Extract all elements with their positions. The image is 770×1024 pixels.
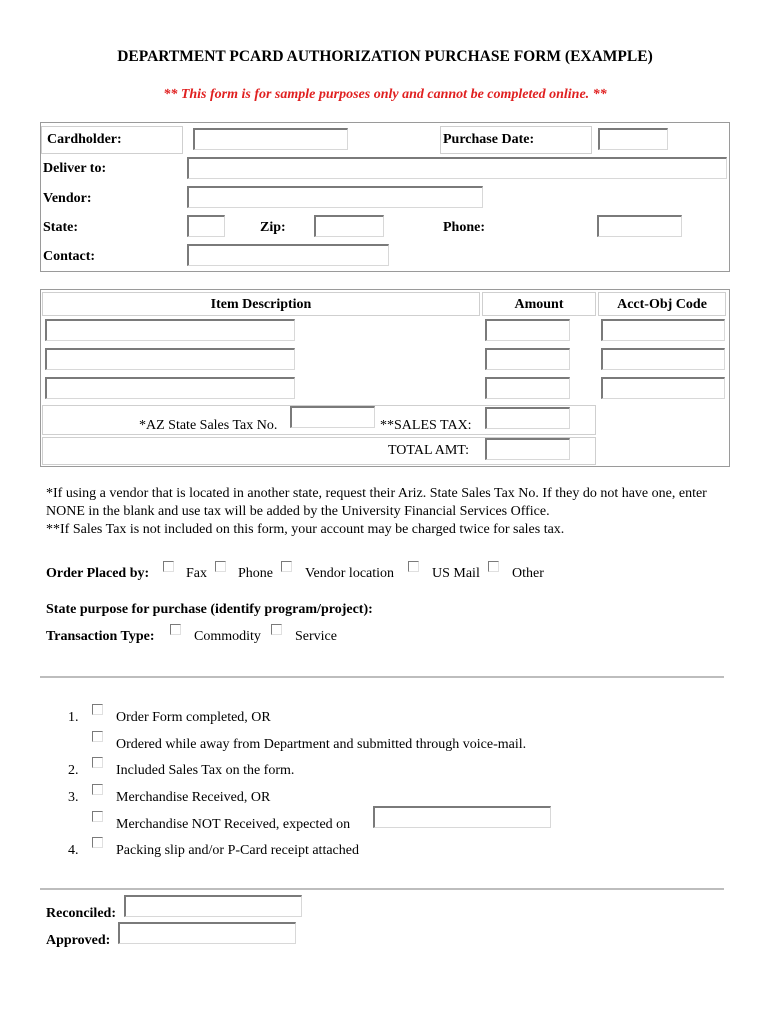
phone-checkbox[interactable]: [215, 561, 226, 572]
not-received-checkbox[interactable]: [92, 811, 103, 822]
service-option-label: Service: [295, 629, 337, 644]
purpose-label: State purpose for purchase (identify program/project):: [46, 602, 373, 617]
commodity-option-label: Commodity: [194, 629, 261, 644]
checklist-number-2: 2.: [68, 763, 79, 778]
checklist-number-4: 4.: [68, 843, 79, 858]
phone-label: Phone:: [443, 220, 485, 235]
double-charge-note: **If Sales Tax is not included on this form, your account may be charged twice for sales tax.: [46, 522, 565, 537]
purchase-date-field[interactable]: [598, 128, 668, 150]
service-checkbox[interactable]: [271, 624, 282, 635]
amount-field-1[interactable]: [485, 319, 570, 341]
packing-slip-checkbox[interactable]: [92, 837, 103, 848]
transaction-type-label: Transaction Type:: [46, 629, 155, 644]
phone-option-label: Phone: [238, 566, 273, 581]
other-checkbox[interactable]: [488, 561, 499, 572]
deliver-to-field[interactable]: [187, 157, 727, 179]
voicemail-checkbox[interactable]: [92, 731, 103, 742]
vendor-tax-note: *If using a vendor that is located in another state, request their Ariz. State Sales Tax No. If they do not have one, enter NONE in the blank and use tax will be added by the University Financial Services Office.: [46, 486, 707, 519]
vendor-label: Vendor:: [43, 191, 92, 206]
commodity-checkbox[interactable]: [170, 624, 181, 635]
voicemail-label: Ordered while away from Department and submitted through voice-mail.: [116, 737, 527, 752]
received-checkbox[interactable]: [92, 784, 103, 795]
received-label: Merchandise Received, OR: [116, 790, 271, 805]
item-description-field-3[interactable]: [45, 377, 295, 399]
sample-disclaimer: ** This form is for sample purposes only and cannot be completed online. **: [163, 87, 607, 102]
fax-option-label: Fax: [186, 566, 207, 581]
item-description-header: Item Description: [210, 297, 312, 312]
purchase-date-label: Purchase Date:: [443, 132, 535, 147]
expected-date-field[interactable]: [373, 806, 551, 828]
code-field-1[interactable]: [601, 319, 725, 341]
az-sales-tax-label: *AZ State Sales Tax No.: [139, 418, 278, 433]
amount-header: Amount: [514, 297, 564, 312]
approved-label: Approved:: [46, 933, 111, 948]
us-mail-checkbox[interactable]: [408, 561, 419, 572]
order-form-checkbox[interactable]: [92, 704, 103, 715]
cardholder-label: Cardholder:: [47, 132, 122, 147]
checklist-number-1: 1.: [68, 710, 79, 725]
code-field-2[interactable]: [601, 348, 725, 370]
total-amount-label: TOTAL AMT:: [388, 443, 470, 458]
fax-checkbox[interactable]: [163, 561, 174, 572]
sales-tax-checkbox[interactable]: [92, 757, 103, 768]
order-form-label: Order Form completed, OR: [116, 710, 271, 725]
state-field[interactable]: [187, 215, 225, 237]
sales-tax-included-label: Included Sales Tax on the form.: [116, 763, 295, 778]
item-description-field-1[interactable]: [45, 319, 295, 341]
sales-tax-notes: [46, 485, 726, 539]
code-field-3[interactable]: [601, 377, 725, 399]
vendor-field[interactable]: [187, 186, 483, 208]
us-mail-option-label: US Mail: [432, 566, 480, 581]
approved-field[interactable]: [118, 922, 296, 944]
total-amount-field[interactable]: [485, 438, 570, 460]
reconciled-field[interactable]: [124, 895, 302, 917]
other-option-label: Other: [512, 566, 544, 581]
not-received-label: Merchandise NOT Received, expected on: [116, 817, 351, 832]
state-label: State:: [43, 220, 78, 235]
zip-field[interactable]: [314, 215, 384, 237]
order-placed-label: Order Placed by:: [46, 566, 150, 581]
page-title: DEPARTMENT PCARD AUTHORIZATION PURCHASE FORM (EXAMPLE): [117, 48, 653, 65]
checklist-number-3: 3.: [68, 790, 79, 805]
reconciled-label: Reconciled:: [46, 906, 116, 921]
section-divider-1: [40, 676, 724, 678]
contact-field[interactable]: [187, 244, 389, 266]
amount-field-2[interactable]: [485, 348, 570, 370]
cardholder-field[interactable]: [193, 128, 348, 150]
code-header: Acct-Obj Code: [617, 297, 707, 312]
packing-slip-label: Packing slip and/or P-Card receipt attached: [116, 843, 359, 858]
deliver-to-label: Deliver to:: [43, 161, 107, 176]
sales-tax-field[interactable]: [485, 407, 570, 429]
phone-field[interactable]: [597, 215, 682, 237]
zip-label: Zip:: [260, 220, 286, 235]
az-sales-tax-field[interactable]: [290, 406, 375, 428]
sales-tax-label: **SALES TAX:: [380, 418, 472, 433]
amount-field-3[interactable]: [485, 377, 570, 399]
section-divider-2: [40, 888, 724, 890]
vendor-location-option-label: Vendor location: [305, 566, 395, 581]
vendor-location-checkbox[interactable]: [281, 561, 292, 572]
contact-label: Contact:: [43, 249, 96, 264]
item-description-field-2[interactable]: [45, 348, 295, 370]
